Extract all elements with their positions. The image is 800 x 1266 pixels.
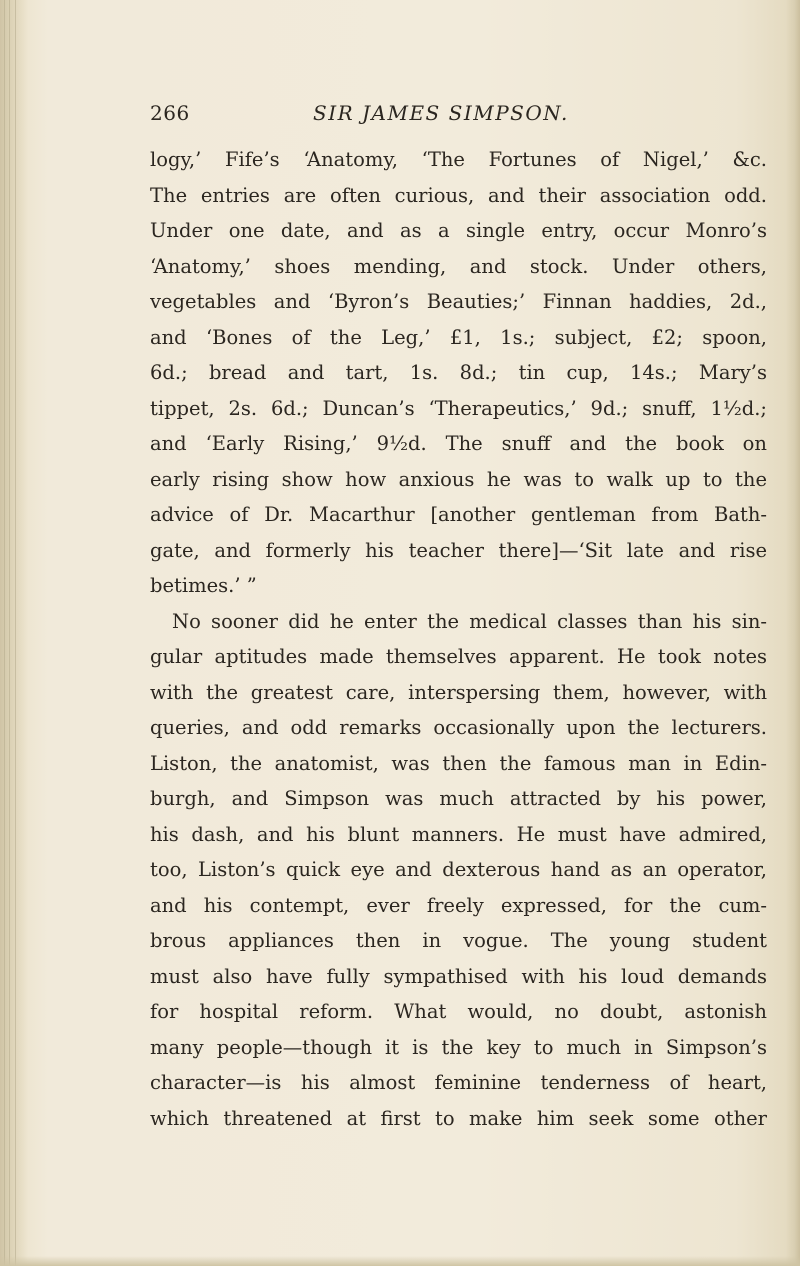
page-number: 266	[150, 101, 190, 125]
text-line: early rising show how anxious he was to walk up to the	[150, 467, 767, 491]
text-line: and ‘Early Rising,’ 9½d. The snuff and the book on	[150, 432, 767, 455]
text-line: No sooner did he enter the medical classes than his sin-	[172, 609, 767, 633]
text-line: Under one date, and as a single entry, occur Monro’s	[150, 219, 767, 242]
text-line: gate, and formerly his teacher there]—‘Sit late and rise	[150, 538, 767, 562]
page-header	[150, 101, 750, 131]
text-line: gular aptitudes made themselves apparent. He took notes	[150, 645, 767, 668]
text-line: Liston, the anatomist, was then the famous man in Edin-	[150, 751, 767, 775]
body-text	[150, 142, 767, 1136]
text-line: and ‘Bones of the Leg,’ £1, 1s.; subject, £2; spoon,	[150, 325, 767, 349]
running-title: SIR JAMES SIMPSON.	[313, 101, 569, 125]
page-edge-line	[4, 0, 5, 1266]
text-line: logy,’ Fife’s ‘Anatomy, ‘The Fortunes of Nigel,’ &c.	[150, 148, 767, 171]
text-line: queries, and odd remarks occasionally upon the lecturers.	[150, 716, 767, 739]
bottom-page-edge	[0, 1256, 800, 1266]
text-line: and his contempt, ever freely expressed, for the cum-	[150, 893, 767, 917]
text-line: for hospital reform. What would, no doubt, astonish	[150, 1000, 767, 1023]
text-line: burgh, and Simpson was much attracted by his power,	[150, 787, 767, 810]
text-line: character—is his almost feminine tenderness of heart,	[150, 1071, 767, 1094]
text-line: many people—though it is the key to much in Simpson’s	[150, 1035, 767, 1059]
text-line: which threatened at first to make him seek some other	[150, 1106, 767, 1130]
right-page-edge	[786, 0, 800, 1266]
page-edge-line	[9, 0, 10, 1266]
text-line: too, Liston’s quick eye and dexterous hand as an operator,	[150, 858, 767, 881]
page-edge-line	[15, 0, 16, 1266]
text-line: ‘Anatomy,’ shoes mending, and stock. Under others,	[150, 254, 767, 278]
text-line: brous appliances then in vogue. The young student	[150, 929, 767, 952]
text-line: must also have fully sympathised with his loud demands	[150, 964, 767, 988]
text-line: vegetables and ‘Byron’s Beauties;’ Finnan haddies, 2d.,	[150, 290, 767, 313]
text-line: betimes.’ ”	[150, 574, 257, 597]
text-line: tippet, 2s. 6d.; Duncan’s ‘Therapeutics,’ 9d.; snuff, 1½d.;	[150, 396, 767, 420]
text-line: with the greatest care, interspersing them, however, with	[150, 680, 767, 704]
text-line: The entries are often curious, and their association odd.	[150, 183, 767, 207]
text-line: advice of Dr. Macarthur [another gentleman from Bath-	[150, 503, 767, 526]
text-line: his dash, and his blunt manners. He must have admired,	[150, 822, 767, 846]
text-line: 6d.; bread and tart, 1s. 8d.; tin cup, 14s.; Mary’s	[150, 361, 767, 384]
